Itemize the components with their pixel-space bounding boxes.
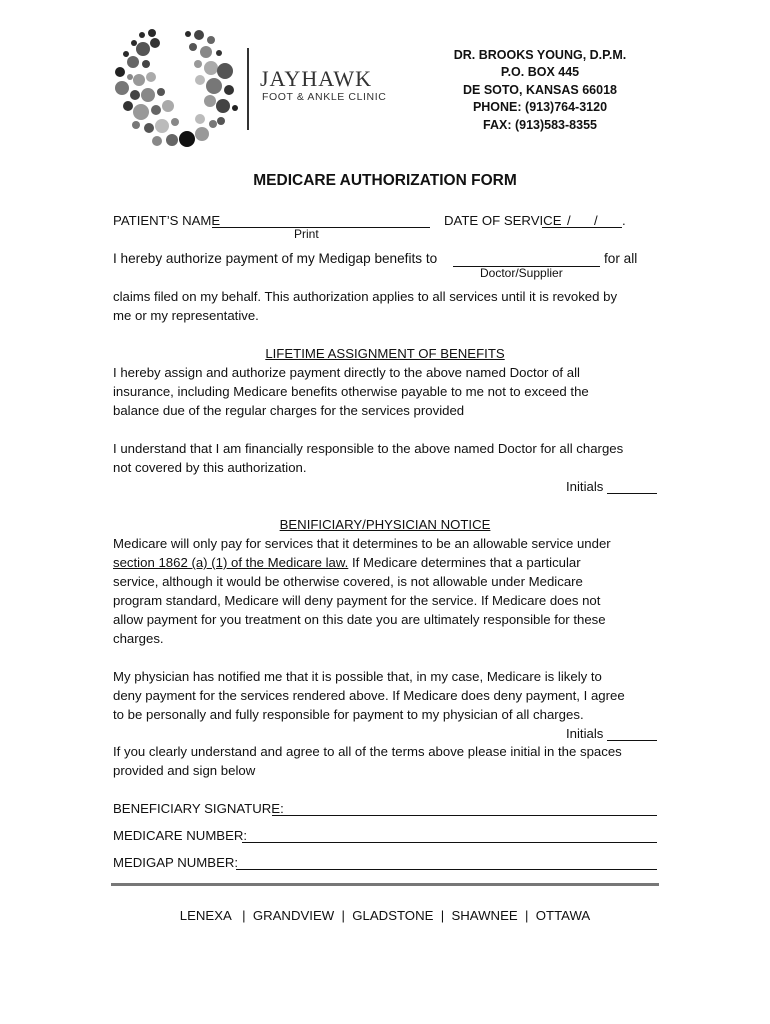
text-span: If Medicare determines that a particular [348, 555, 581, 570]
text-line: service, although it would be otherwise covered, is not allowable under Medicare [113, 574, 583, 589]
clinic-logo [108, 26, 398, 156]
lifetime-heading: LIFETIME ASSIGNMENT OF BENEFITS [265, 346, 505, 361]
address-line: DR. BROOKS YOUNG, D.P.M. [453, 48, 627, 62]
text-line: balance due of the regular charges for the services provided [113, 403, 465, 418]
initials-label: Initials [566, 479, 604, 494]
authorize-paragraph [113, 287, 673, 325]
address-line: P.O. BOX 445 [500, 65, 580, 80]
responsible-paragraph [113, 439, 673, 477]
lifetime-paragraph [113, 363, 673, 420]
text-line: claims filed on my behalf. This authorization applies to all services until it is revoked by [113, 289, 618, 304]
date-of-service-field[interactable] [542, 211, 632, 230]
text-line: My physician has notified me that it is possible that, in my case, Medicare is likely to [113, 669, 602, 684]
text-line: deny payment for the services rendered above. If Medicare does deny payment, I agree [113, 688, 625, 703]
text-line: not covered by this authorization. [113, 460, 307, 475]
separator: | [525, 908, 529, 923]
text-line: program standard, Medicare will deny payment for the service. If Medicare does not [113, 593, 601, 608]
form-title: MEDICARE AUTHORIZATION FORM [253, 172, 517, 189]
patient-name-field[interactable] [212, 227, 430, 228]
medicare-number-field[interactable] [242, 842, 657, 843]
signature-field[interactable] [272, 815, 657, 816]
logo-tagline: FOOT & ANKLE CLINIC [262, 91, 387, 103]
separator: | [242, 908, 246, 923]
separator: | [440, 908, 445, 923]
initials-field[interactable] [607, 493, 657, 494]
text-line: insurance, including Medicare benefits otherwise payable to me not to exceed the [113, 384, 589, 399]
patient-name-label: PATIENT’S NAME [113, 213, 221, 228]
medigap-number-label: MEDIGAP NUMBER: [113, 855, 239, 870]
separator: | [341, 908, 345, 923]
authorize-prefix: I hereby authorize payment of my Medigap benefits to [113, 251, 438, 266]
beneficiary-heading: BENIFICIARY/PHYSICIAN NOTICE [279, 517, 491, 532]
text-line: Medicare will only pay for services that it determines to be an allowable service under [113, 536, 611, 551]
medigap-number-field[interactable] [236, 869, 657, 870]
agree-paragraph [113, 742, 673, 780]
signature-label: BENEFICIARY SIGNATURE: [113, 801, 284, 816]
address-line: DE SOTO, KANSAS 66018 [463, 82, 617, 97]
address-line: FAX: (913)583-8355 [483, 117, 597, 132]
text-line: allow payment for you treatment on this date you are ultimately responsible for these [113, 612, 606, 627]
initials-label: Initials [566, 726, 604, 741]
date-slash: / [594, 213, 598, 228]
location-lenexa: LENEXA [179, 908, 232, 923]
location-grandview: GRANDVIEW [252, 908, 335, 923]
physician-paragraph [113, 667, 673, 724]
date-of-service-label: DATE OF SERVICE [444, 213, 562, 228]
text-line: If you clearly understand and agree to all of the terms above please initial in the spaces [113, 744, 622, 759]
doctor-supplier-caption: Doctor/Supplier [480, 266, 563, 280]
location-ottawa: OTTAWA [535, 908, 591, 923]
logo-divider [247, 48, 249, 130]
text-line [113, 553, 673, 572]
text-line: I understand that I am financially responsible to the above named Doctor for all charges [113, 441, 624, 456]
clinic-address [430, 47, 650, 134]
footer-locations [0, 906, 770, 925]
text-line: charges. [113, 631, 164, 646]
date-end: . [622, 213, 626, 228]
text-line: to be personally and fully responsible for payment to my physician of all charges. [113, 707, 584, 722]
text-line: provided and sign below [113, 763, 256, 778]
location-shawnee: SHAWNEE [451, 908, 518, 923]
footer-divider [111, 883, 659, 886]
address-line: PHONE: (913)764-3120 [472, 100, 608, 115]
dot-circle-logo-icon [108, 26, 243, 156]
authorize-suffix: for all [604, 251, 638, 266]
location-gladstone: GLADSTONE [352, 908, 434, 923]
print-caption: Print [294, 227, 319, 241]
logo-name: JAYHAWK [260, 66, 372, 91]
notice-paragraph [113, 534, 673, 648]
date-slash: / [567, 213, 571, 228]
initials-field[interactable] [607, 740, 657, 741]
text-line: I hereby assign and authorize payment directly to the above named Doctor of all [113, 365, 580, 380]
medicare-law-reference: section 1862 (a) (1) of the Medicare law. [113, 555, 349, 570]
medicare-number-label: MEDICARE NUMBER: [113, 828, 248, 843]
text-line: me or my representative. [113, 308, 259, 323]
